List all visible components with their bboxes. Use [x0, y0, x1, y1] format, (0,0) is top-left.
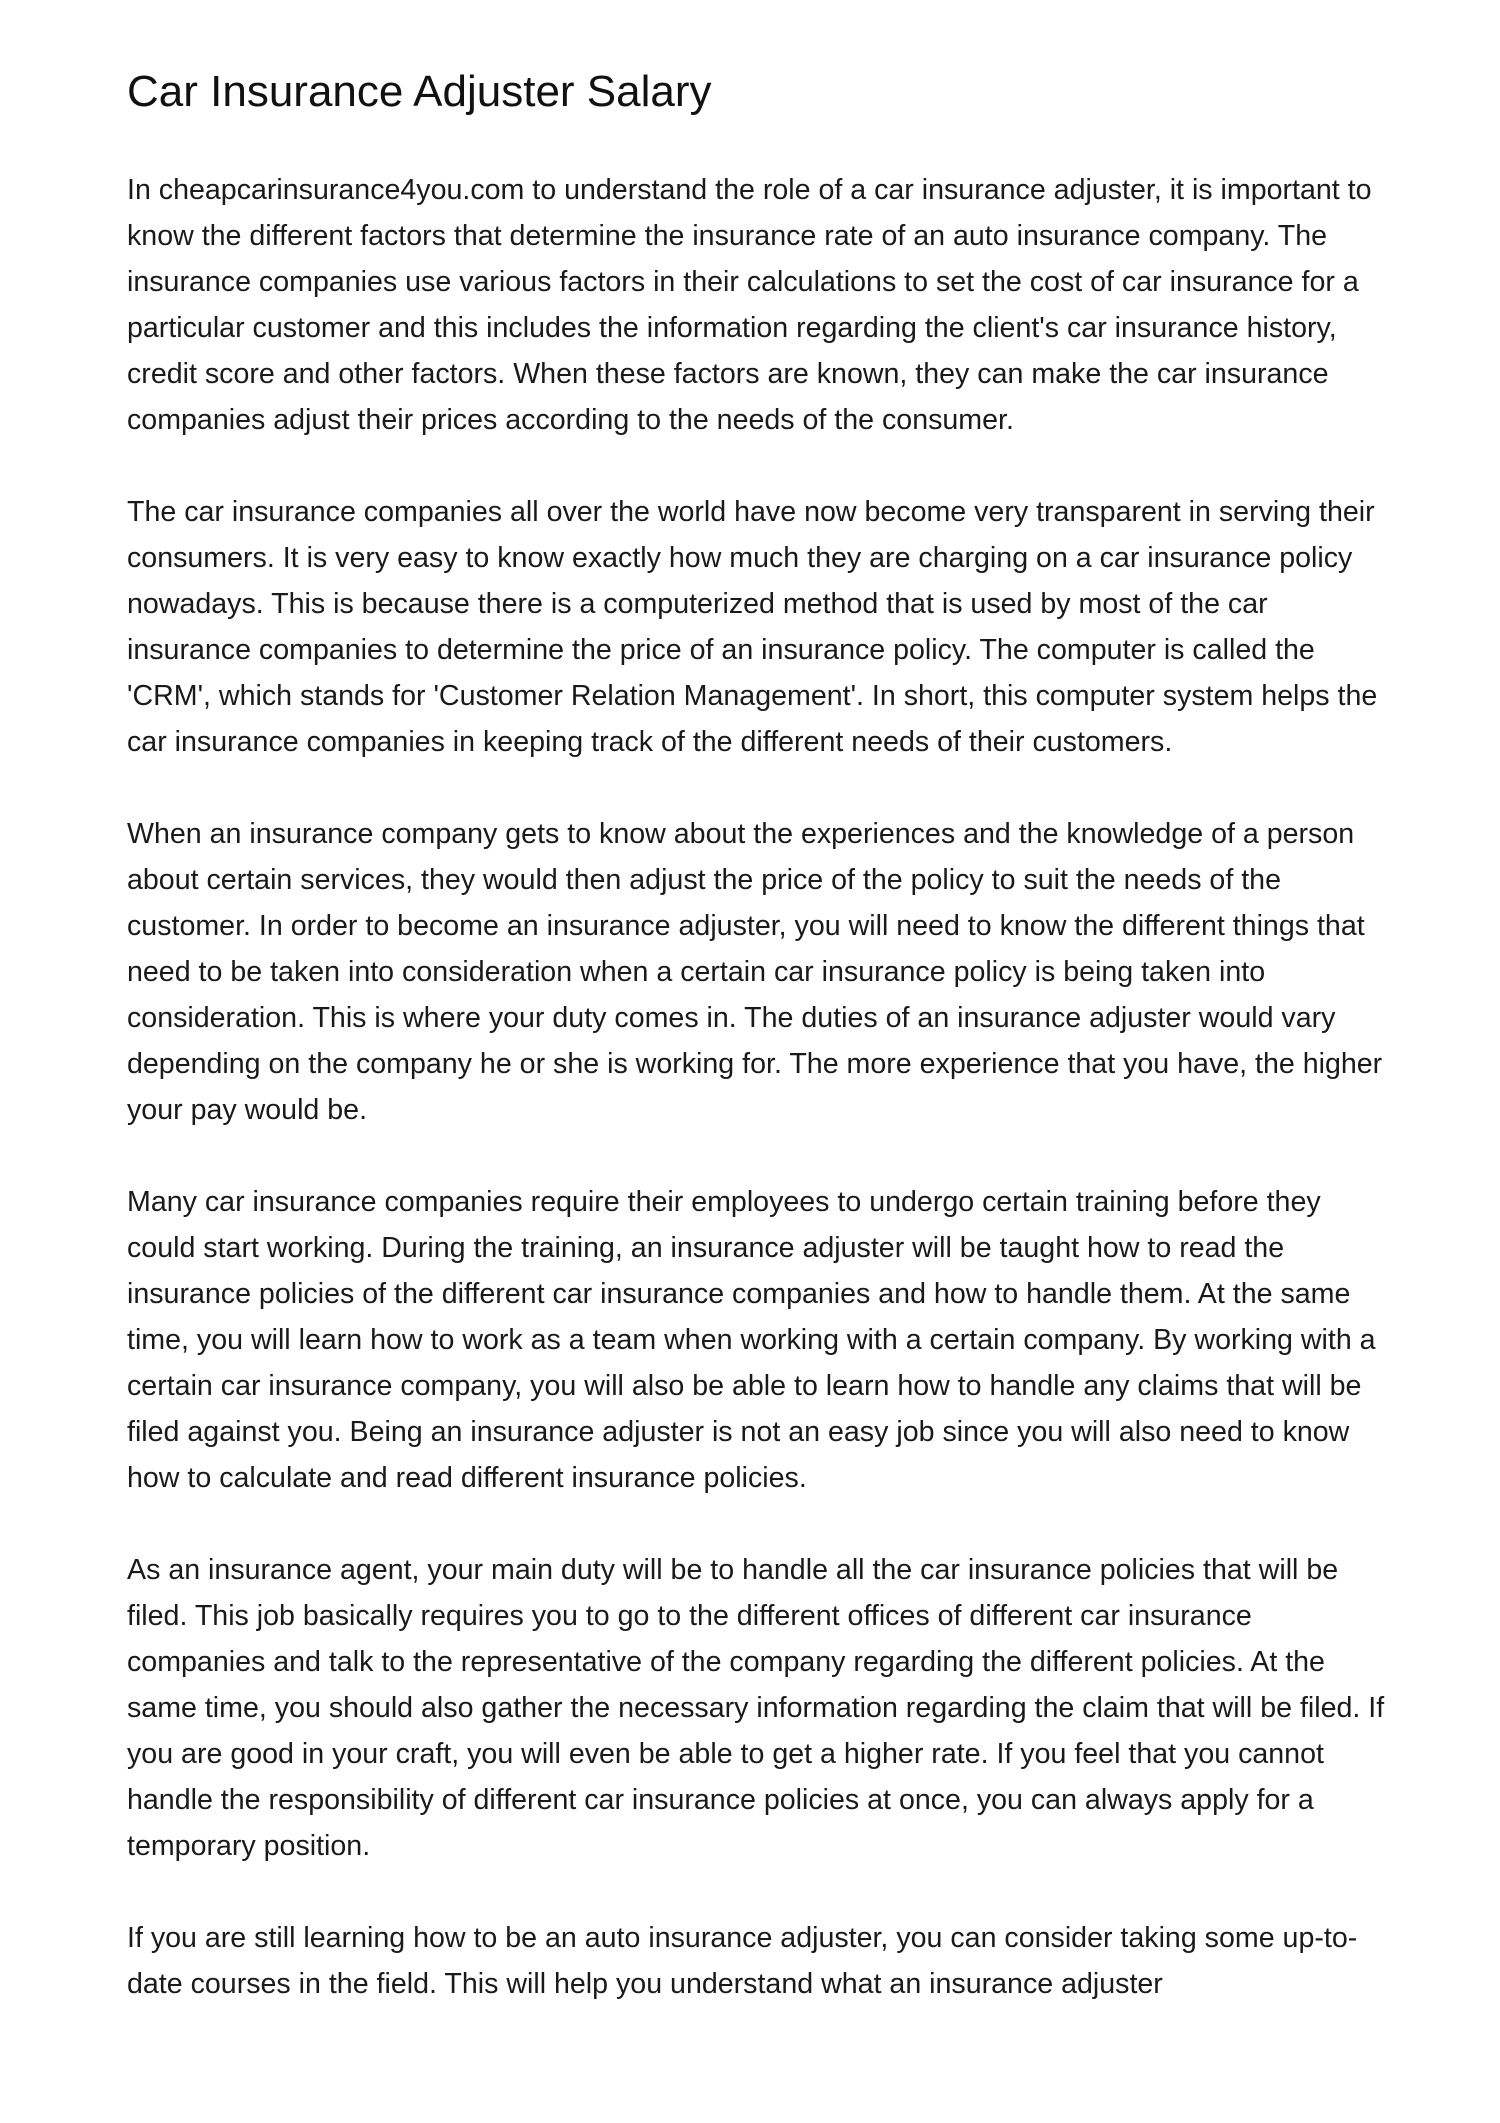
paragraph-5: As an insurance agent, your main duty will be to handle all the car insurance policies that will be filed. This job basically requires you to go to the different offices of different car insurance companies and talk to the representative of the company regarding the different policies. At the same time, you should also gather the necessary information regarding the claim that will be filed. If you are good in your craft, you will even be able to get a higher rate. If you feel that you cannot handle the responsibility of different car insurance policies at once, you can always apply for a temporary position.	[127, 1554, 1385, 1862]
paragraph-4: Many car insurance companies require their employees to undergo certain training before they could start working. During the training, an insurance adjuster will be taught how to read the insurance policies of the different car insurance companies and how to handle them. At the same time, you will learn how to work as a team when working with a certain company. By working with a certain car insurance company, you will also be able to learn how to handle any claims that will be filed against you. Being an insurance adjuster is not an easy job since you will also need to know how to calculate and read different insurance policies.	[127, 1186, 1376, 1494]
paragraph-6: If you are still learning how to be an auto insurance adjuster, you can consider taking some up-to-date courses in the field. This will help you understand what an insurance adjuster	[127, 1922, 1358, 2000]
paragraph-1: In cheapcarinsurance4you.com to understand the role of a car insurance adjuster, it is important to know the different factors that determine the insurance rate of an auto insurance company. The insurance companies use various factors in their calculations to set the cost of car insurance for a particular customer and this includes the information regarding the client's car insurance history, credit score and other factors. When these factors are known, they can make the car insurance companies adjust their prices according to the needs of the consumer.	[127, 174, 1372, 436]
document-body	[127, 62, 1387, 2007]
page-title: Car Insurance Adjuster Salary	[127, 67, 712, 116]
paragraph-3: When an insurance company gets to know about the experiences and the knowledge of a person about certain services, they would then adjust the price of the policy to suit the needs of the customer. In order to become an insurance adjuster, you will need to know the different things that need to be taken into consideration when a certain car insurance policy is being taken into consideration. This is where your duty comes in. The duties of an insurance adjuster would vary depending on the company he or she is working for. The more experience that you have, the higher your pay would be.	[127, 818, 1383, 1126]
paragraph-2: The car insurance companies all over the world have now become very transparent in serving their consumers. It is very easy to know exactly how much they are charging on a car insurance policy nowadays. This is because there is a computerized method that is used by most of the car insurance companies to determine the price of an insurance policy. The computer is called the 'CRM', which stands for 'Customer Relation Management'. In short, this computer system helps the car insurance companies in keeping track of the different needs of their customers.	[127, 496, 1378, 758]
